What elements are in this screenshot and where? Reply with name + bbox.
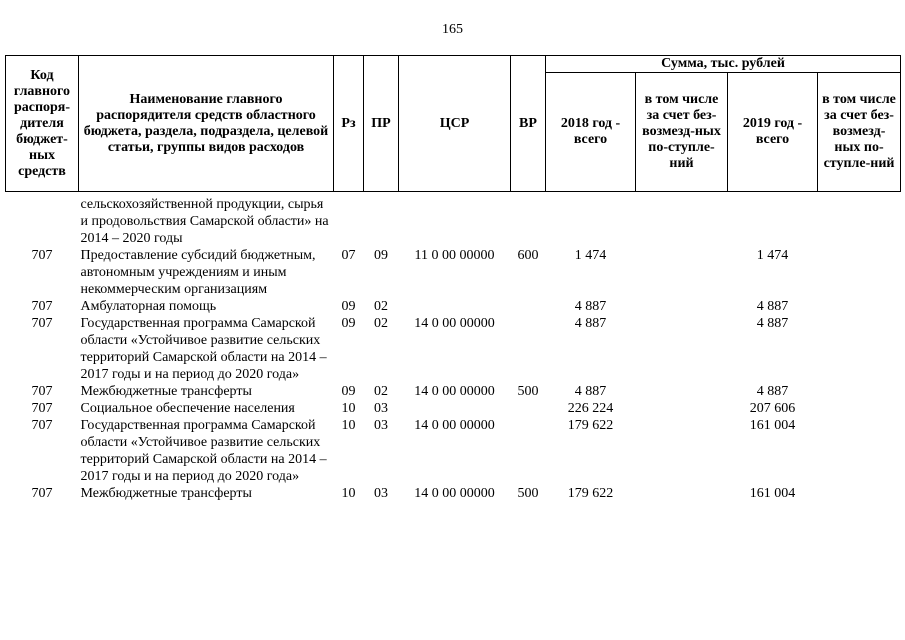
table-row [6,247,901,298]
cell-vr: 500 [517,384,539,399]
cell-pr: 03 [374,401,388,416]
table-row [6,485,901,502]
cell-code: 707 [31,486,53,501]
cell-csr: 14 0 00 00000 [414,486,495,501]
cell-2018-free [636,247,728,298]
cell-2019-total: 161 004 [749,486,796,501]
table-header [6,56,901,192]
header-rz: Рз [334,56,364,192]
table-row [6,417,901,485]
cell-vr [511,400,546,417]
header-2018-total: 2018 год - всего [546,73,636,192]
cell-vr [511,298,546,315]
cell-2019-total: 207 606 [749,401,796,416]
cell-pr: 09 [374,248,388,263]
cell-2018-free [636,485,728,502]
cell-vr [511,196,546,247]
cell-csr: 11 0 00 00000 [414,248,495,263]
cell-code: 707 [31,316,53,331]
cell-2019-free [818,417,901,485]
cell-2018-free [636,298,728,315]
cell-2019-free [818,383,901,400]
cell-vr: 500 [517,486,539,501]
cell-2019-free [818,247,901,298]
cell-code: 707 [31,248,53,263]
cell-pr: 02 [374,316,388,331]
cell-2018-free [636,315,728,383]
cell-csr: 14 0 00 00000 [414,384,495,399]
header-2019-total: 2019 год - всего [728,73,818,192]
cell-2019-free [818,196,901,247]
cell-vr [511,315,546,383]
cell-rz: 09 [341,384,356,399]
cell-pr [364,196,399,247]
cell-2019-total [728,196,818,247]
cell-code: 707 [31,384,53,399]
cell-2019-free [818,315,901,383]
cell-2018-free [636,383,728,400]
cell-pr: 02 [374,299,388,314]
header-sum: Сумма, тыс. рублей [546,56,901,73]
header-name: Наименование главного распорядителя средств областного бюджета, раздела, подраздела, целевой статьи, группы видов расходов [79,56,334,192]
cell-csr: 14 0 00 00000 [414,316,495,331]
cell-code [6,196,79,247]
table-row [6,383,901,400]
cell-pr: 03 [374,418,388,433]
cell-rz: 09 [341,299,356,314]
cell-2018-total [546,196,636,247]
cell-2018-total: 4 887 [574,384,607,399]
cell-name: Предоставление субсидий бюджетным, автономным учреждениям и иным некоммерческим организациям [80,248,316,297]
cell-2018-free [636,400,728,417]
cell-rz [334,196,364,247]
cell-rz: 10 [341,418,356,433]
cell-2018-free [636,417,728,485]
cell-2019-total: 4 887 [756,299,789,314]
table-row [6,298,901,315]
cell-2018-total: 1 474 [574,248,607,263]
cell-csr [399,400,511,417]
cell-csr: 14 0 00 00000 [414,418,495,433]
cell-name: Государственная программа Самарской области «Устойчивое развитие сельских территорий Самарской области на 2014 – 2017 годы и на период до 2020 года» [80,316,327,382]
header-csr: ЦСР [399,56,511,192]
header-pr: ПР [364,56,399,192]
cell-name: Межбюджетные трансферты [80,384,252,399]
cell-name: Амбулаторная помощь [80,299,217,314]
cell-rz: 10 [341,401,356,416]
cell-rz: 07 [341,248,356,263]
cell-csr [399,196,511,247]
cell-2019-free [818,400,901,417]
cell-2018-total: 226 224 [567,401,614,416]
cell-rz: 09 [341,316,356,331]
page-number: 165 [442,22,463,37]
cell-2019-total: 161 004 [749,418,796,433]
cell-2019-free [818,485,901,502]
table-row [6,196,901,247]
cell-2019-total: 4 887 [756,384,789,399]
cell-csr [399,298,511,315]
header-vr: ВР [511,56,546,192]
cell-name: Государственная программа Самарской области «Устойчивое развитие сельских территорий Самарской области на 2014 – 2017 годы и на период до 2020 года» [80,418,327,484]
cell-name: сельскохозяйственной продукции, сырья и продовольствия Самарской области» на 2014 – 2020 годы [80,197,329,246]
header-2018-free: в том числе за счет без-возмезд-ных по-ступле-ний [636,73,728,192]
cell-rz: 10 [341,486,356,501]
cell-pr: 03 [374,486,388,501]
cell-2018-total: 4 887 [574,299,607,314]
table-row [6,315,901,383]
cell-2018-total: 179 622 [567,418,614,433]
table-body [6,192,901,503]
cell-name: Межбюджетные трансферты [80,486,252,501]
header-code: Код главного распоря-дителя бюджет-ных средств [6,56,79,192]
cell-2018-total: 4 887 [574,316,607,331]
cell-code: 707 [31,418,53,433]
cell-pr: 02 [374,384,388,399]
cell-2019-total: 4 887 [756,316,789,331]
cell-2019-free [818,298,901,315]
cell-code: 707 [31,401,53,416]
budget-table [5,55,901,502]
header-2019-free: в том числе за счет без-возмезд-ных по-ступле-ний [818,73,901,192]
cell-name: Социальное обеспечение населения [80,401,295,416]
cell-2018-total: 179 622 [567,486,614,501]
cell-vr: 600 [517,248,539,263]
cell-code: 707 [31,299,53,314]
cell-2019-total: 1 474 [756,248,789,263]
cell-2018-free [636,196,728,247]
table-row [6,400,901,417]
cell-vr [511,417,546,485]
